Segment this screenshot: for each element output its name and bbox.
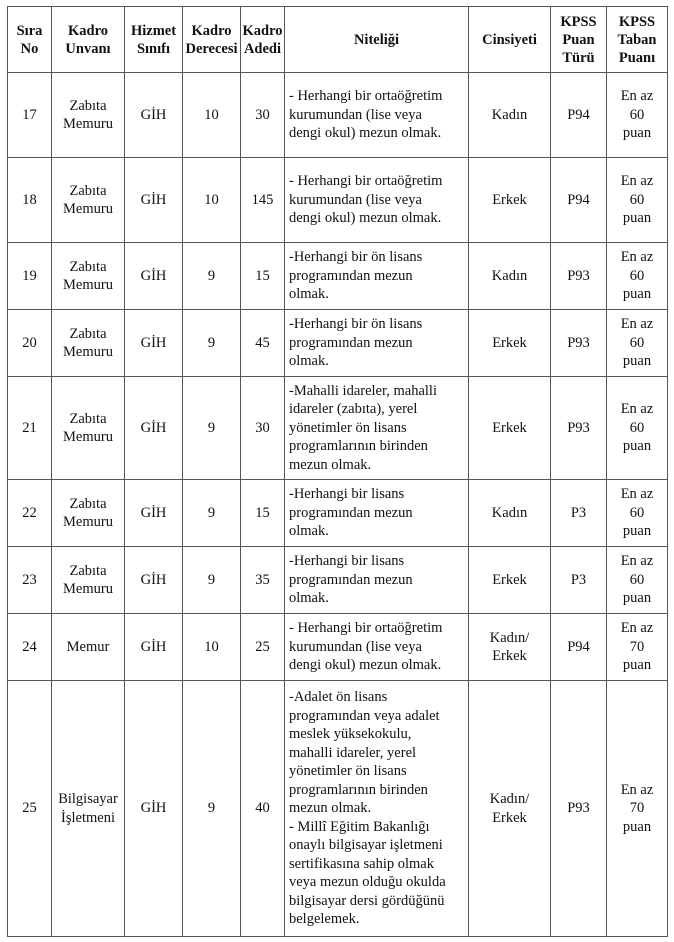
header-kpss-puan-turu: KPSS Puan Türü	[551, 7, 607, 73]
cell-sira-no: 23	[8, 547, 52, 614]
cell-kpss-taban-puani: En az 70 puan	[607, 614, 668, 681]
cell-kadro-derecesi: 10	[183, 158, 241, 243]
cell-cinsiyeti: Erkek	[469, 547, 551, 614]
kadro-table	[7, 6, 668, 937]
cell-kpss-puan-turu: P93	[551, 377, 607, 480]
cell-kpss-puan-turu: P93	[551, 681, 607, 937]
cell-kadro-adedi: 25	[241, 614, 285, 681]
header-cinsiyeti: Cinsiyeti	[469, 7, 551, 73]
document-page	[7, 6, 668, 937]
cell-kadro-derecesi: 9	[183, 243, 241, 310]
cell-kpss-taban-puani: En az 70 puan	[607, 681, 668, 937]
cell-kadro-adedi: 15	[241, 243, 285, 310]
cell-kpss-taban-puani: En az 60 puan	[607, 310, 668, 377]
header-niteligi: Niteliği	[285, 7, 469, 73]
cell-sira-no: 22	[8, 480, 52, 547]
cell-sira-no: 24	[8, 614, 52, 681]
cell-kpss-puan-turu: P94	[551, 73, 607, 158]
table-row	[8, 310, 668, 377]
cell-hizmet-sinifi: GİH	[125, 377, 183, 480]
cell-kpss-taban-puani: En az 60 puan	[607, 73, 668, 158]
cell-kadro-derecesi: 9	[183, 480, 241, 547]
cell-cinsiyeti: Erkek	[469, 158, 551, 243]
cell-hizmet-sinifi: GİH	[125, 310, 183, 377]
cell-kpss-taban-puani: En az 60 puan	[607, 243, 668, 310]
cell-kadro-unvani: Zabıta Memuru	[52, 377, 125, 480]
header-hizmet-sinifi: Hizmet Sınıfı	[125, 7, 183, 73]
cell-hizmet-sinifi: GİH	[125, 614, 183, 681]
cell-cinsiyeti: Erkek	[469, 377, 551, 480]
cell-niteligi: -Mahalli idareler, mahalli idareler (zabıta), yerel yönetimler ön lisans programlarının birinden mezun olmak.	[285, 377, 469, 480]
cell-kadro-unvani: Memur	[52, 614, 125, 681]
cell-hizmet-sinifi: GİH	[125, 480, 183, 547]
cell-niteligi: -Herhangi bir ön lisans programından mezun olmak.	[285, 310, 469, 377]
cell-kpss-puan-turu: P3	[551, 480, 607, 547]
cell-niteligi: -Adalet ön lisans programından veya adalet meslek yüksekokulu, mahalli idareler, yerel yönetimler ön lisans programlarının birinden mezun olmak. - Millî Eğitim Bakanlığı onaylı bilgisayar işletmeni sertifikasına sahip olmak veya mezun olduğu okulda bilgisayar dersi gördüğünü belgelemek.	[285, 681, 469, 937]
cell-kpss-puan-turu: P94	[551, 158, 607, 243]
cell-kadro-adedi: 15	[241, 480, 285, 547]
table-row	[8, 73, 668, 158]
cell-kadro-adedi: 45	[241, 310, 285, 377]
cell-kpss-puan-turu: P93	[551, 310, 607, 377]
cell-kpss-taban-puani: En az 60 puan	[607, 480, 668, 547]
cell-cinsiyeti: Kadın/ Erkek	[469, 614, 551, 681]
cell-kadro-adedi: 145	[241, 158, 285, 243]
cell-kpss-taban-puani: En az 60 puan	[607, 377, 668, 480]
cell-kadro-adedi: 35	[241, 547, 285, 614]
cell-kpss-taban-puani: En az 60 puan	[607, 158, 668, 243]
cell-cinsiyeti: Erkek	[469, 310, 551, 377]
cell-cinsiyeti: Kadın/ Erkek	[469, 681, 551, 937]
cell-kpss-puan-turu: P3	[551, 547, 607, 614]
cell-niteligi: - Herhangi bir ortaöğretim kurumundan (lise veya dengi okul) mezun olmak.	[285, 158, 469, 243]
table-row	[8, 158, 668, 243]
cell-kadro-adedi: 40	[241, 681, 285, 937]
cell-niteligi: - Herhangi bir ortaöğretim kurumundan (lise veya dengi okul) mezun olmak.	[285, 73, 469, 158]
table-row	[8, 377, 668, 480]
cell-hizmet-sinifi: GİH	[125, 158, 183, 243]
cell-kadro-unvani: Zabıta Memuru	[52, 158, 125, 243]
cell-kadro-derecesi: 9	[183, 681, 241, 937]
header-row	[8, 7, 668, 73]
cell-kadro-unvani: Bilgisayar İşletmeni	[52, 681, 125, 937]
cell-niteligi: -Herhangi bir lisans programından mezun olmak.	[285, 480, 469, 547]
cell-niteligi: - Herhangi bir ortaöğretim kurumundan (lise veya dengi okul) mezun olmak.	[285, 614, 469, 681]
cell-sira-no: 19	[8, 243, 52, 310]
table-row	[8, 681, 668, 937]
cell-kadro-derecesi: 10	[183, 73, 241, 158]
header-kadro-derecesi: Kadro Derecesi	[183, 7, 241, 73]
cell-sira-no: 21	[8, 377, 52, 480]
cell-kadro-unvani: Zabıta Memuru	[52, 547, 125, 614]
cell-kadro-unvani: Zabıta Memuru	[52, 73, 125, 158]
cell-kpss-puan-turu: P93	[551, 243, 607, 310]
cell-hizmet-sinifi: GİH	[125, 547, 183, 614]
table-row	[8, 614, 668, 681]
cell-niteligi: -Herhangi bir lisans programından mezun olmak.	[285, 547, 469, 614]
header-kadro-adedi: Kadro Adedi	[241, 7, 285, 73]
cell-sira-no: 20	[8, 310, 52, 377]
cell-cinsiyeti: Kadın	[469, 243, 551, 310]
cell-kadro-unvani: Zabıta Memuru	[52, 243, 125, 310]
cell-kadro-derecesi: 10	[183, 614, 241, 681]
cell-cinsiyeti: Kadın	[469, 480, 551, 547]
header-kpss-taban-puani: KPSS Taban Puanı	[607, 7, 668, 73]
cell-niteligi: -Herhangi bir ön lisans programından mezun olmak.	[285, 243, 469, 310]
cell-kpss-puan-turu: P94	[551, 614, 607, 681]
header-sira-no: Sıra No	[8, 7, 52, 73]
cell-sira-no: 18	[8, 158, 52, 243]
cell-kadro-derecesi: 9	[183, 377, 241, 480]
table-row	[8, 480, 668, 547]
cell-kadro-unvani: Zabıta Memuru	[52, 480, 125, 547]
cell-cinsiyeti: Kadın	[469, 73, 551, 158]
cell-kpss-taban-puani: En az 60 puan	[607, 547, 668, 614]
cell-kadro-derecesi: 9	[183, 310, 241, 377]
cell-kadro-adedi: 30	[241, 73, 285, 158]
cell-kadro-derecesi: 9	[183, 547, 241, 614]
cell-sira-no: 25	[8, 681, 52, 937]
header-kadro-unvani: Kadro Unvanı	[52, 7, 125, 73]
cell-hizmet-sinifi: GİH	[125, 681, 183, 937]
cell-sira-no: 17	[8, 73, 52, 158]
table-row	[8, 547, 668, 614]
cell-hizmet-sinifi: GİH	[125, 73, 183, 158]
cell-hizmet-sinifi: GİH	[125, 243, 183, 310]
cell-kadro-unvani: Zabıta Memuru	[52, 310, 125, 377]
table-row	[8, 243, 668, 310]
cell-kadro-adedi: 30	[241, 377, 285, 480]
